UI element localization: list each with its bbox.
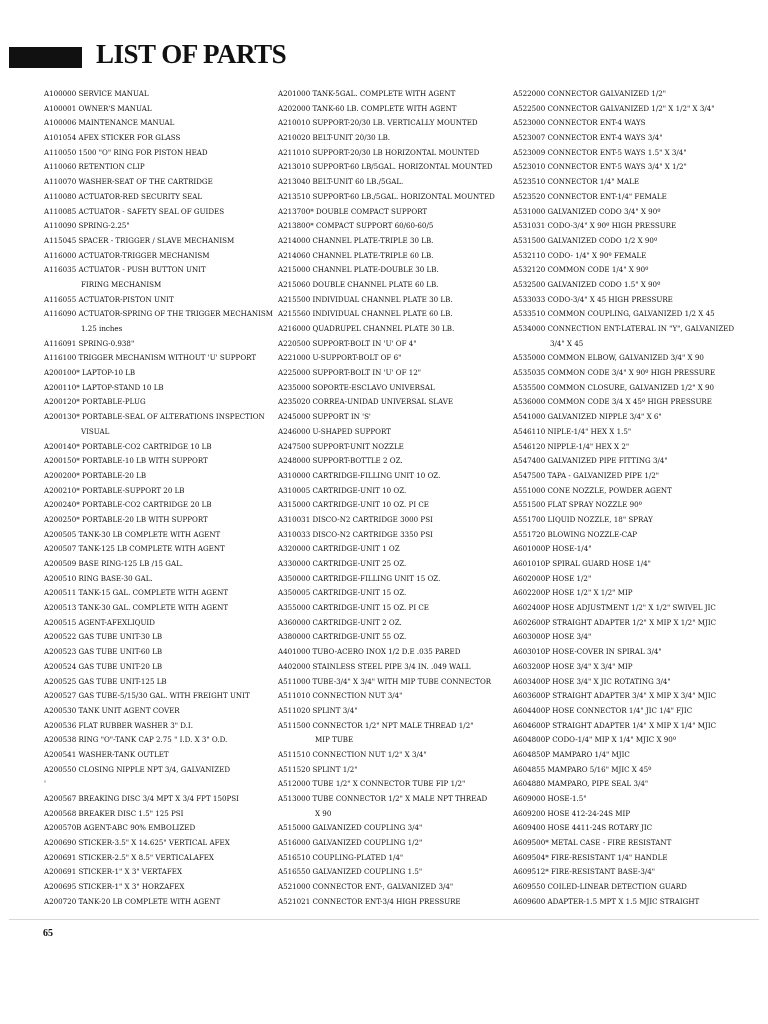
part-row: A200513 TANK-30 GAL. COMPLETE WITH AGENT [44,603,229,613]
part-row: A532120 COMMON CODE 1/4" X 90º [513,265,649,275]
part-row: A516510 COUPLING-PLATED 1/4" [278,852,404,862]
part-row: A546110 NIPLE-1/4" HEX X 1.5" [513,426,632,436]
part-row: A523007 CONNECTOR ENT-4 WAYS 3/4" [513,133,663,143]
parts-column-3 [513,87,753,910]
part-row: A100001 OWNER'S MANUAL [44,103,152,113]
part-row: A200525 GAS TUBE UNIT-125 LB [44,676,167,686]
part-row: A609550 COILED-LINEAR DETECTION GUARD [513,882,687,892]
part-row: A310031 DISCO-N2 CARTRIDGE 3000 PSI [278,514,433,524]
part-row: A200150* PORTABLE-10 LB WITH SUPPORT [44,456,208,466]
part-row: A320000 CARTRIDGE-UNIT 1 OZ [278,544,400,554]
part-row: A547400 GALVANIZED PIPE FITTING 3/4" [513,456,668,466]
part-row: A215060 DOUBLE CHANNEL PLATE 60 LB. [278,279,439,289]
part-row: A245000 SUPPORT IN 'S' [278,412,371,422]
part-row: A213040 BELT-UNIT 60 LB./5GAL. [278,177,404,187]
part-row: A200505 TANK-30 LB COMPLETE WITH AGENT [44,529,221,539]
part-row: A523510 CONNECTOR 1/4" MALE [513,177,640,187]
part-row: A200120* PORTABLE-PLUG [44,397,146,407]
part-row: A350000 CARTRIDGE-FILLING UNIT 15 OZ. [278,573,441,583]
part-row: A200550 CLOSING NIPPLE NPT 3/4, GALVANIZED [44,764,231,774]
parts-column-2 [278,87,510,910]
part-row: A602200P HOSE 1/2" X 1/2" MIP [513,588,633,598]
part-row: A225000 SUPPORT-BOLT IN 'U' OF 12" [278,368,422,378]
part-row: A200527 GAS TUBE-5/15/30 GAL. WITH FREIGHT UNIT [44,691,250,701]
part-row: A246000 U-SHAPED SUPPORT [278,426,391,436]
part-row: MIP TUBE [315,735,354,745]
part-row: A110070 WASHER-SEAT OF THE CARTRIDGE [44,177,213,187]
part-row: A511500 CONNECTOR 1/2" NPT MALE THREAD 1/2" [278,720,474,730]
part-row: A200510 RING BASE-30 GAL. [44,573,153,583]
part-row: A310033 DISCO-N2 CARTRIDGE 3350 PSI [278,529,433,539]
part-row: A200538 RING "O"-TANK CAP 2.75 " I.D. X 3" O.D. [44,735,228,745]
part-row: A603600P STRAIGHT ADAPTER 3/4" X MIP X 3/4" MJIC [513,691,717,701]
part-row: A200507 TANK-125 LB COMPLETE WITH AGENT [44,544,225,554]
part-row: A604800P CODO-1/4" MIP X 1/4" MJIC X 90º [513,735,677,745]
part-row: A355000 CARTRIDGE-UNIT 15 OZ. PI CE [278,603,429,613]
part-row: A609000 HOSE-1.5" [513,794,587,803]
part-row: A533510 COMMON COUPLING, GALVANIZED 1/2 X 45 [513,309,715,319]
part-row: A235020 CORREA-UNIDAD UNIVERSAL SLAVE [278,397,454,407]
part-row: A546120 NIPPLE-1/4" HEX X 2" [513,441,630,451]
part-row: A211010 SUPPORT-20/30 LB HORIZONTAL MOUNTED [278,147,480,157]
part-row: A248000 SUPPORT-BOTTLE 2 OZ. [278,456,403,466]
part-row: A531031 CODO-3/4" X 90º HIGH PRESSURE [513,221,677,231]
part-row: A521021 CONNECTOR ENT-3/4 HIGH PRESSURE [278,896,461,906]
part-row: A515000 GALVANIZED COUPLING 3/4" [278,823,423,833]
part-row: A512000 TUBE 1/2" X CONNECTOR TUBE FIP 1/2" [278,779,466,789]
part-row: 3/4" X 45 [550,338,584,348]
part-row: A511520 SPLINT 1/2" [278,764,358,774]
part-row: A604600P STRAIGHT ADAPTER 1/4" X MIP X 1/4" MJIC [513,720,717,730]
part-row: A315000 CARTRIDGE-UNIT 10 OZ. PI CE [278,500,429,510]
part-row: A310000 CARTRIDGE-FILLING UNIT 10 OZ. [278,470,441,480]
footer-divider [9,919,759,920]
part-row: A535000 COMMON ELBOW, GALVANIZED 3/4" X 90 [513,353,704,363]
header-black-bar [9,47,82,68]
part-row: A531000 GALVANIZED CODO 3/4" X 90º [513,206,661,216]
part-row: A200695 STICKER-1" X 3" HORZAFEX [44,882,185,892]
part-row: A213510 SUPPORT-60 LB./5GAL. HORIZONTAL MOUNTED [278,191,495,201]
part-row: A516550 GALVANIZED COUPLING 1.5" [278,867,423,877]
part-row: A522500 CONNECTOR GALVANIZED 1/2" X 1/2" X 3/4" [513,103,715,113]
part-row: A200110* LAPTOP-STAND 10 LB [44,382,164,392]
part-row: X 90 [315,808,332,818]
part-row: A201000 TANK-5GAL. COMPLETE WITH AGENT [278,89,456,98]
part-row: A101054 AFEX STICKER FOR GLASS [44,133,181,143]
part-row: A110085 ACTUATOR - SAFETY SEAL OF GUIDES [44,206,225,216]
part-row: A200524 GAS TUBE UNIT-20 LB [44,661,163,671]
part-row: A215500 INDIVIDUAL CHANNEL PLATE 30 LB. [278,294,453,304]
part-row: A200210* PORTABLE-SUPPORT 20 LB [44,485,185,495]
part-row: A513000 TUBE CONNECTOR 1/2" X MALE NPT THREAD [278,794,488,803]
part-row: A523009 CONNECTOR ENT-5 WAYS 1.5" X 3/4" [513,147,687,157]
part-row: A214000 CHANNEL PLATE-TRIPLE 30 LB. [278,235,434,245]
part-row: A532110 CODO- 1/4" X 90º FEMALE [513,250,647,260]
part-row: A551000 CONE NOZZLE, POWDER AGENT [513,485,672,495]
part-row: A604850P MAMPARO 1/4" MJIC [513,749,630,759]
part-row: A547500 TAPA - GALVANIZED PIPE 1/2" [513,470,660,480]
part-row: A200140* PORTABLE-CO2 CARTRIDGE 10 LB [44,441,212,451]
part-row: A522000 CONNECTOR GALVANIZED 1/2" [513,89,667,98]
part-row: A601000P HOSE-1/4" [513,544,592,554]
part-row: A200523 GAS TUBE UNIT-60 LB [44,647,163,657]
part-row: A200690 STICKER-3.5" X 14.625" VERTICAL AFEX [44,838,230,848]
part-row: A216000 QUADRUPEL CHANNEL PLATE 30 LB. [278,324,455,333]
part-row: A200522 GAS TUBE UNIT-30 LB [44,632,163,642]
part-row: A200515 AGENT-AFEXLIQUID [44,617,155,627]
part-row: A551720 BLOWING NOZZLE-CAP [513,529,638,539]
part-row: A516000 GALVANIZED COUPLING 1/2" [278,838,423,848]
part-row: A310005 CARTRIDGE-UNIT 10 OZ. [278,485,407,495]
part-row: A603200P HOSE 3/4" X 3/4" MIP [513,661,633,671]
part-row: A511000 TUBE-3/4" X 3/4" WITH MIP TUBE CONNECTOR [278,676,492,686]
part-row: A531500 GALVANIZED CODO 1/2 X 90º [513,235,658,245]
part-row: A200200* PORTABLE-20 LB [44,470,147,480]
part-row: A213800* COMPACT SUPPORT 60/60-60/5 [278,221,434,231]
part-row: A534000 CONNECTION ENT-LATERAL IN "Y", GALVANIZED [513,324,735,333]
part-row: A609200 HOSE 412-24-24S MIP [513,808,631,818]
part-row: A523000 CONNECTOR ENT-4 WAYS [513,118,646,128]
part-row: A200511 TANK-15 GAL. COMPLETE WITH AGENT [44,588,229,598]
part-row: A116090 ACTUATOR-SPRING OF THE TRIGGER MECHANISM [44,309,274,319]
page-number: 65 [43,928,53,939]
part-row: A402000 STAINLESS STEEL PIPE 3/4 IN. .049 WALL [278,661,471,671]
part-row: A200691 STICKER-2.5" X 8.5" VERTICALAFEX [44,852,214,862]
part-row: A511020 SPLINT 3/4" [278,705,358,715]
part-row: A380000 CARTRIDGE-UNIT 55 OZ. [278,632,407,642]
part-row: A215560 INDIVIDUAL CHANNEL PLATE 60 LB. [278,309,453,319]
part-row: A200240* PORTABLE-CO2 CARTRIDGE 20 LB [44,500,212,510]
part-row: A521000 CONNECTOR ENT-, GALVANIZED 3/4" [278,882,454,892]
part-row: A221000 U-SUPPORT-BOLT OF 6" [278,353,402,363]
part-row: A200509 BASE RING-125 LB /15 GAL. [44,559,184,568]
part-row: A200100* LAPTOP-10 LB [44,368,136,378]
part-row: A330000 CARTRIDGE-UNIT 25 OZ. [278,559,407,568]
part-row: A110050 1500 "O" RING FOR PISTON HEAD [44,147,208,157]
part-row: A604855 MAMPARO 5/16" MJIC X 45º [513,764,652,774]
part-row: ' [44,779,46,789]
part-row: A110060 RETENTION CLIP [44,162,145,172]
part-row: A603010P HOSE-COVER IN SPIRAL 3/4" [513,647,662,657]
part-row: FIRING MECHANISM [81,279,162,289]
part-row: A116091 SPRING-0.938" [44,338,135,348]
parts-column-1 [44,87,274,910]
part-row: A110080 ACTUATOR-RED SECURITY SEAL [44,191,203,201]
part-row: A602000P HOSE 1/2" [513,573,592,583]
part-row: A200691 STICKER-1" X 3" VERTAFEX [44,867,182,877]
part-row: A210020 BELT-UNIT 20/30 LB. [278,133,391,143]
part-row: A609600 ADAPTER-1.5 MPT X 1.5 MJIC STRAIGHT [513,896,700,906]
part-row: A350005 CARTRIDGE-UNIT 15 OZ. [278,588,407,598]
part-row: A215000 CHANNEL PLATE-DOUBLE 30 LB. [278,265,439,275]
part-row: A202000 TANK-60 LB. COMPLETE WITH AGENT [278,103,457,113]
part-row: A523520 CONNECTOR ENT-1/4" FEMALE [513,191,667,201]
part-row: A523010 CONNECTOR ENT-5 WAYS 3/4" X 1/2" [513,162,687,172]
part-row: A200250* PORTABLE-20 LB WITH SUPPORT [44,514,208,524]
part-row: A213010 SUPPORT-60 LB/5GAL. HORIZONTAL MOUNTED [278,162,493,172]
part-row: A535500 COMMON CLOSURE, GALVANIZED 1/2" X 90 [513,382,715,392]
part-row: A116035 ACTUATOR - PUSH BUTTON UNIT [44,265,206,275]
part-row: A116100 TRIGGER MECHANISM WITHOUT 'U' SUPPORT [44,353,257,363]
part-row: A609512* FIRE-RESISTANT BASE-3/4" [513,867,656,877]
part-row: A213700* DOUBLE COMPACT SUPPORT [278,206,428,216]
part-row: A100006 MAINTENANCE MANUAL [44,118,175,128]
part-row: VISUAL [81,426,110,436]
part-row: A360000 CARTRIDGE-UNIT 2 OZ. [278,617,402,627]
part-row: A551500 FLAT SPRAY NOZZLE 90º [513,500,642,510]
part-row: A532500 GALVANIZED CODO 1.5" X 90º [513,279,661,289]
part-row: A609500* METAL CASE - FIRE RESISTANT [513,838,672,848]
part-row: A609400 HOSE 4411-24S ROTARY JIC [513,823,653,833]
part-row: A601010P SPIRAL GUARD HOSE 1/4" [513,559,651,568]
part-row: A603000P HOSE 3/4" [513,632,592,642]
part-row: A602600P STRAIGHT ADAPTER 1/2" X MIP X 1/2" MJIC [513,617,717,627]
part-row: A116000 ACTUATOR-TRIGGER MECHANISM [44,250,210,260]
part-row: A110090 SPRING-2.25" [44,221,130,231]
part-row: A535035 COMMON CODE 3/4" X 90º HIGH PRESSURE [513,368,716,378]
part-row: A604880 MAMPARO, PIPE SEAL 3/4" [513,779,649,789]
part-row: A200720 TANK-20 LB COMPLETE WITH AGENT [44,896,221,906]
part-row: A200130* PORTABLE-SEAL OF ALTERATIONS INSPECTION [44,412,265,422]
part-row: A200530 TANK UNIT AGENT COVER [44,705,180,715]
part-row: A401000 TUBO-ACERO INOX 1/2 D.E .035 PARED [278,647,461,657]
part-row: A200541 WASHER-TANK OUTLET [44,749,169,759]
part-row: A604400P HOSE CONNECTOR 1/4" JIC 1/4" FJIC [513,705,693,715]
part-row: A200536 FLAT RUBBER WASHER 3" D.I. [44,720,193,730]
part-row: A541000 GALVANIZED NIPPLE 3/4" X 6" [513,412,662,422]
part-row: A235000 SOPORTE-ESCLAVO UNIVERSAL [278,382,435,392]
part-row: A200568 BREAKER DISC 1.5" 125 PSI [44,808,184,818]
part-row: A533033 CODO-3/4" X 45 HIGH PRESSURE [513,294,673,304]
part-row: A511010 CONNECTION NUT 3/4" [278,691,403,701]
page-title: LIST OF PARTS [96,39,287,69]
part-row: A220500 SUPPORT-BOLT IN 'U' OF 4" [278,338,417,348]
part-row: A116055 ACTUATOR-PISTON UNIT [44,294,174,304]
part-row: A602400P HOSE ADJUSTMENT 1/2" X 1/2" SWIVEL JIC [513,603,716,613]
part-row: A551700 LIQUID NOZZLE, 18" SPRAY [513,514,653,524]
part-row: A214060 CHANNEL PLATE-TRIPLE 60 LB. [278,250,434,260]
part-row: A511510 CONNECTION NUT 1/2" X 3/4" [278,749,427,759]
part-row: A200567 BREAKING DISC 3/4 MPT X 3/4 FPT 150PSI [44,794,239,803]
part-row: A247500 SUPPORT-UNIT NOZZLE [278,441,404,451]
part-row: A200570B AGENT-ABC 90% EMBOLIZED [44,823,196,833]
part-row: A609504* FIRE-RESISTANT 1/4" HANDLE [513,852,668,862]
part-row: 1.25 inches [81,324,123,333]
part-row: A100000 SERVICE MANUAL [44,89,149,98]
part-row: A536000 COMMON CODE 3/4 X 45º HIGH PRESSURE [513,397,712,407]
part-row: A603400P HOSE 3/4" X JIC ROTATING 3/4" [513,676,671,686]
part-row: A210010 SUPPORT-20/30 LB. VERTICALLY MOUNTED [278,118,478,128]
part-row: A115045 SPACER - TRIGGER / SLAVE MECHANISM [44,235,235,245]
